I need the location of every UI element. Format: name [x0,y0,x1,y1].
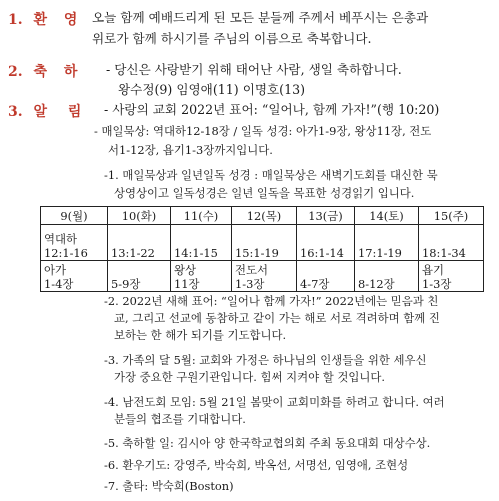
celebrate-title [8,61,83,81]
celebrate-number: 2. [8,64,23,80]
chapters: 8-12장 [358,277,395,291]
chapters: 5-9장 [111,277,141,291]
passage: 17:1-19 [358,246,402,260]
notice-item-5: -5. 축하할 일: 김시아 양 한국학교협의회 주최 동요대회 대상수상. [104,436,431,450]
reading-cell [41,261,108,292]
day-header: 13(금) [297,207,355,225]
welcome-heading: 환 영 [33,12,84,28]
devotion-cell [108,225,171,261]
day-header: 14(토) [355,207,419,225]
notice-motto: - 사랑의 교회 2022년 표어: “일어나, 함께 가자!”(행 10:20) [104,102,440,117]
reading-line-2: 서1-12장, 욥기1-3장까지입니다. [108,143,273,157]
schedule-table [40,206,484,292]
devotion-cell [297,225,355,261]
book-name: 전도서 [235,263,269,277]
notice-item-1b: 상영상이고 일독성경은 일년 일독을 목표한 성경읽기 입니다. [114,186,415,200]
passage: 12:1-16 [44,246,88,260]
notice-item-3b: 가장 중요한 구원기관입니다. 힘써 지켜야 할 것입니다. [114,370,386,384]
reading-cell [419,261,484,292]
passage: 18:1-34 [422,246,466,260]
reading-cell [297,261,355,292]
book-name: 왕상 [174,263,197,277]
day-header: 10(화) [108,207,171,225]
devotion-cell [232,225,297,261]
passage: 13:1-22 [111,246,155,260]
notice-item-6: -6. 환우기도: 강영주, 박숙희, 박옥선, 서명선, 임영애, 조현성 [104,458,409,472]
notice-item-4a: -4. 남전도회 모임: 5월 21일 봄맞이 교회미화를 하려고 합니다. 여러 [104,395,445,409]
notice-item-1a: -1. 매일묵상과 일년일독 성경 : 매일묵상은 새벽기도회를 대신한 묵 [104,168,438,182]
notice-item-3a: -3. 가족의 달 5월: 교회와 가정은 하나님의 인생들을 위한 세우신 [104,353,427,367]
reading-cell [355,261,419,292]
welcome-line-1: 오늘 함께 예배드리게 된 모든 분들께 주께서 베푸시는 은총과 [92,10,429,25]
reading-row [41,261,484,292]
day-header: 11(수) [171,207,232,225]
reading-line-1: - 매일묵상: 역대하12-18장 / 일독 성경: 아가1-9장, 왕상11장, 전도 [94,124,432,138]
devotion-row [41,225,484,261]
passage: 16:1-14 [300,246,344,260]
chapters: 11장 [174,277,200,291]
passage: 15:1-19 [235,246,279,260]
chapters: 1-4장 [44,277,74,291]
book-name: 아가 [44,263,67,277]
welcome-title [8,9,83,29]
notice-item-2a: -2. 2022년 새해 표어: “일어나 함께 가자!” 2022년에는 믿음과 친 [104,294,439,308]
reading-cell [108,261,171,292]
welcome-number: 1. [8,12,23,28]
notice-heading: 알 림 [33,104,90,120]
devotion-cell [41,225,108,261]
celebrate-heading: 축 하 [33,64,84,80]
day-header: 15(주) [419,207,484,225]
reading-cell [171,261,232,292]
day-header: 9(월) [41,207,108,225]
passage: 14:1-15 [174,246,218,260]
celebrate-line-1: - 당신은 사랑받기 위해 태어난 사람, 생일 축하합니다. [106,62,402,77]
devotion-cell [355,225,419,261]
schedule-header-row [41,207,484,225]
notice-item-2c: 보하는 한 해가 되기를 기도합니다. [114,328,287,342]
reading-cell [232,261,297,292]
day-header: 12(목) [232,207,297,225]
notice-item-2b: 교, 그리고 선교에 동참하고 같이 가는 해로 서로 격려하며 함께 진 [114,311,440,325]
birthday-names: 왕수정(9) 임영애(11) 이명호(13) [118,82,306,97]
notice-item-4b: 분들의 협조를 기대합니다. [114,412,246,426]
book-name: 역대하 [44,232,78,246]
welcome-line-2: 위로가 함께 하시기를 주님의 이름으로 축복합니다. [92,31,372,46]
book-name: 욥기 [422,263,445,277]
devotion-cell [419,225,484,261]
chapters: 4-7장 [300,277,330,291]
notice-number: 3. [8,104,23,120]
notice-item-7: -7. 출타: 박숙희(Boston) [104,479,234,493]
devotion-cell [171,225,232,261]
chapters: 1-3장 [422,277,452,291]
notice-title [8,101,89,121]
chapters: 1-3장 [235,277,265,291]
